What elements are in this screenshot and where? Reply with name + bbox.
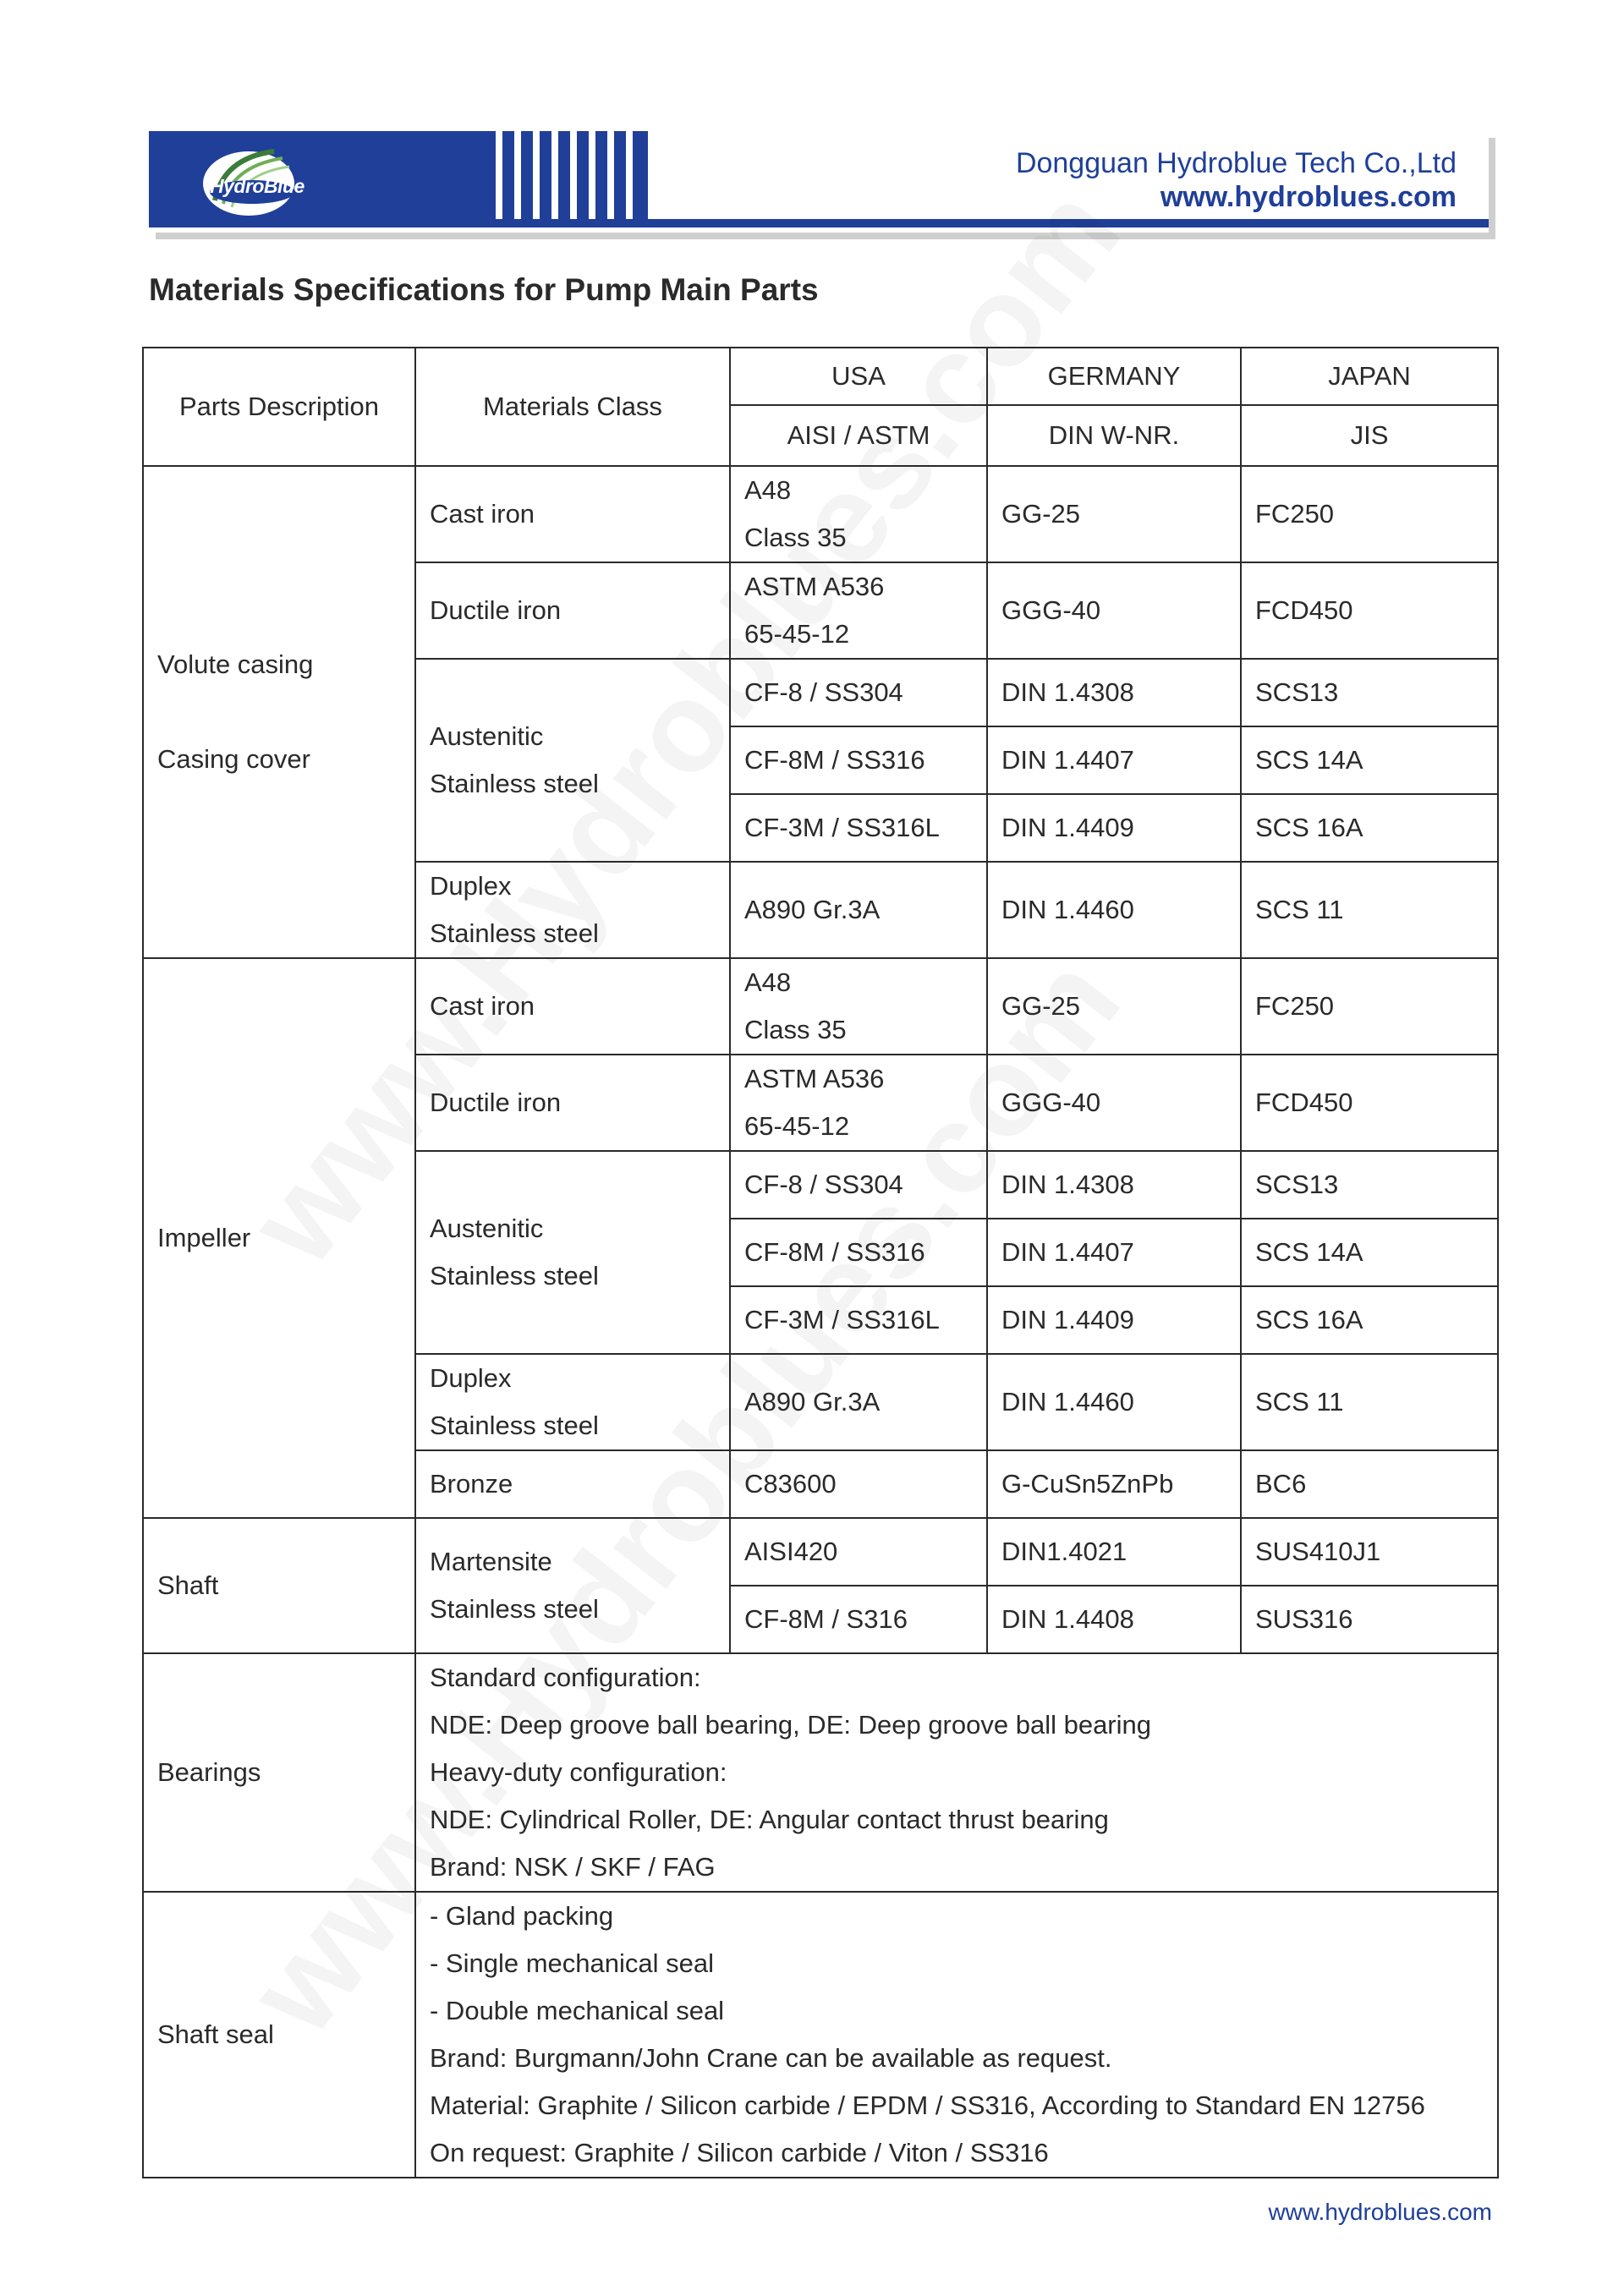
material-class: Cast iron [415, 466, 730, 562]
usa-cell: CF-8M / SS316 [730, 726, 987, 794]
shaft-seal-line: - Single mechanical seal [430, 1948, 715, 1978]
germany-cell: GGG-40 [987, 562, 1241, 659]
footer-website-link[interactable]: www.hydroblues.com [1268, 2199, 1492, 2225]
cell-line: Duplex [430, 871, 512, 901]
header-japan: JAPAN [1241, 348, 1498, 405]
table-row [143, 466, 1498, 562]
cell-line: Class 35 [744, 523, 847, 552]
part-label: Casing cover [157, 744, 310, 774]
part-bearings: Bearings [143, 1653, 415, 1892]
usa-cell: CF-8M / SS316 [730, 1219, 987, 1286]
cell-line: Duplex [430, 1363, 512, 1393]
bearings-line: Heavy-duty configuration: [430, 1757, 727, 1787]
cell-line: Stainless steel [430, 1411, 599, 1440]
germany-cell: GGG-40 [987, 1055, 1241, 1151]
japan-cell: SCS13 [1241, 659, 1498, 726]
cell-line: Stainless steel [430, 1261, 599, 1290]
shaft-seal-line: - Gland packing [430, 1901, 614, 1931]
germany-cell: G-CuSn5ZnPb [987, 1450, 1241, 1518]
materials-spec-table [142, 347, 1499, 2178]
japan-cell: FCD450 [1241, 1055, 1498, 1151]
shaft-seal-line: - Double mechanical seal [430, 1996, 725, 2025]
header-japan-standard: JIS [1241, 405, 1498, 466]
germany-cell: DIN1.4021 [987, 1518, 1241, 1586]
japan-cell: SCS 14A [1241, 726, 1498, 794]
japan-cell: SCS 11 [1241, 1354, 1498, 1450]
cell-line: Austenitic [430, 721, 544, 751]
germany-cell: DIN 1.4409 [987, 1286, 1241, 1354]
header-materials-class: Materials Class [415, 348, 730, 466]
germany-cell: DIN 1.4407 [987, 726, 1241, 794]
bearings-line: NDE: Cylindrical Roller, DE: Angular contact thrust bearing [430, 1805, 1109, 1834]
logo-text: HydroBlue [210, 175, 304, 197]
part-label: Volute casing [157, 649, 314, 679]
cell-line: 65-45-12 [744, 1111, 850, 1141]
table-row [143, 1892, 1498, 2178]
header-germany: GERMANY [987, 348, 1241, 405]
table-row [143, 958, 1498, 1055]
cell-line: ASTM A536 [744, 572, 885, 601]
japan-cell: SCS13 [1241, 1151, 1498, 1219]
cell-line: A48 [744, 967, 792, 997]
material-class [415, 1518, 730, 1653]
japan-cell: SUS316 [1241, 1586, 1498, 1653]
germany-cell: DIN 1.4409 [987, 794, 1241, 862]
header-usa: USA [730, 348, 987, 405]
japan-cell: SCS 11 [1241, 862, 1498, 958]
bearings-line: Standard configuration: [430, 1663, 701, 1692]
material-class [415, 862, 730, 958]
germany-cell: GG-25 [987, 958, 1241, 1055]
shaft-seal-line: On request: Graphite / Silicon carbide / Viton / SS316 [430, 2138, 1049, 2167]
material-class: Bronze [415, 1450, 730, 1518]
company-website-link[interactable]: www.hydroblues.com [1160, 181, 1457, 213]
header-banner [149, 131, 1489, 233]
usa-cell [730, 562, 987, 659]
part-volute-casing [143, 466, 415, 958]
material-class: Ductile iron [415, 1055, 730, 1151]
shaft-seal-line: Material: Graphite / Silicon carbide / EPDM / SS316, According to Standard EN 12756 [430, 2091, 1425, 2120]
table-row [143, 1518, 1498, 1586]
japan-cell: FCD450 [1241, 562, 1498, 659]
japan-cell: FC250 [1241, 466, 1498, 562]
usa-cell [730, 1055, 987, 1151]
cell-line: Stainless steel [430, 1594, 599, 1624]
cell-line: ASTM A536 [744, 1064, 885, 1093]
cell-line: Stainless steel [430, 769, 599, 798]
part-shaft-seal: Shaft seal [143, 1892, 415, 2178]
shaft-seal-line: Brand: Burgmann/John Crane can be available as request. [430, 2043, 1112, 2073]
usa-cell: CF-8M / S316 [730, 1586, 987, 1653]
part-impeller: Impeller [143, 958, 415, 1518]
japan-cell: SCS 16A [1241, 1286, 1498, 1354]
japan-cell: SCS 14A [1241, 1219, 1498, 1286]
usa-cell: C83600 [730, 1450, 987, 1518]
cell-line: Austenitic [430, 1214, 544, 1243]
bearings-line: Brand: NSK / SKF / FAG [430, 1852, 716, 1882]
usa-cell: A890 Gr.3A [730, 862, 987, 958]
table-header-row [143, 348, 1498, 405]
japan-cell: SCS 16A [1241, 794, 1498, 862]
japan-cell: BC6 [1241, 1450, 1498, 1518]
cell-line: 65-45-12 [744, 619, 850, 649]
table-row [143, 1653, 1498, 1892]
shaft-seal-description [415, 1892, 1498, 2178]
japan-cell: SUS410J1 [1241, 1518, 1498, 1586]
germany-cell: DIN 1.4460 [987, 862, 1241, 958]
japan-cell: FC250 [1241, 958, 1498, 1055]
germany-cell: DIN 1.4308 [987, 659, 1241, 726]
material-class [415, 1151, 730, 1354]
part-shaft: Shaft [143, 1518, 415, 1653]
bearings-line: NDE: Deep groove ball bearing, DE: Deep groove ball bearing [430, 1710, 1151, 1740]
company-block [1016, 146, 1457, 214]
header-parts-description: Parts Description [143, 348, 415, 466]
usa-cell: AISI420 [730, 1518, 987, 1586]
usa-cell: A890 Gr.3A [730, 1354, 987, 1450]
cell-line: Stainless steel [430, 918, 599, 948]
germany-cell: DIN 1.4407 [987, 1219, 1241, 1286]
germany-cell: DIN 1.4408 [987, 1586, 1241, 1653]
material-class [415, 1354, 730, 1450]
banner-blue-block [149, 131, 648, 226]
usa-cell [730, 958, 987, 1055]
germany-cell: DIN 1.4308 [987, 1151, 1241, 1219]
material-class [415, 659, 730, 862]
banner-underline [149, 219, 1489, 227]
material-class: Ductile iron [415, 562, 730, 659]
banner-stripes [496, 131, 648, 219]
cell-line: Class 35 [744, 1015, 847, 1044]
page-title: Materials Specifications for Pump Main Parts [149, 272, 819, 307]
header-usa-standard: AISI / ASTM [730, 405, 987, 466]
usa-cell: CF-3M / SS316L [730, 1286, 987, 1354]
usa-cell: CF-8 / SS304 [730, 1151, 987, 1219]
bearings-description [415, 1653, 1498, 1892]
cell-line: A48 [744, 475, 792, 505]
usa-cell [730, 466, 987, 562]
germany-cell: DIN 1.4460 [987, 1354, 1241, 1450]
header-germany-standard: DIN W-NR. [987, 405, 1241, 466]
germany-cell: GG-25 [987, 466, 1241, 562]
usa-cell: CF-3M / SS316L [730, 794, 987, 862]
cell-line: Martensite [430, 1547, 552, 1576]
material-class: Cast iron [415, 958, 730, 1055]
usa-cell: CF-8 / SS304 [730, 659, 987, 726]
company-name: Dongguan Hydroblue Tech Co.,Ltd [1015, 147, 1457, 179]
